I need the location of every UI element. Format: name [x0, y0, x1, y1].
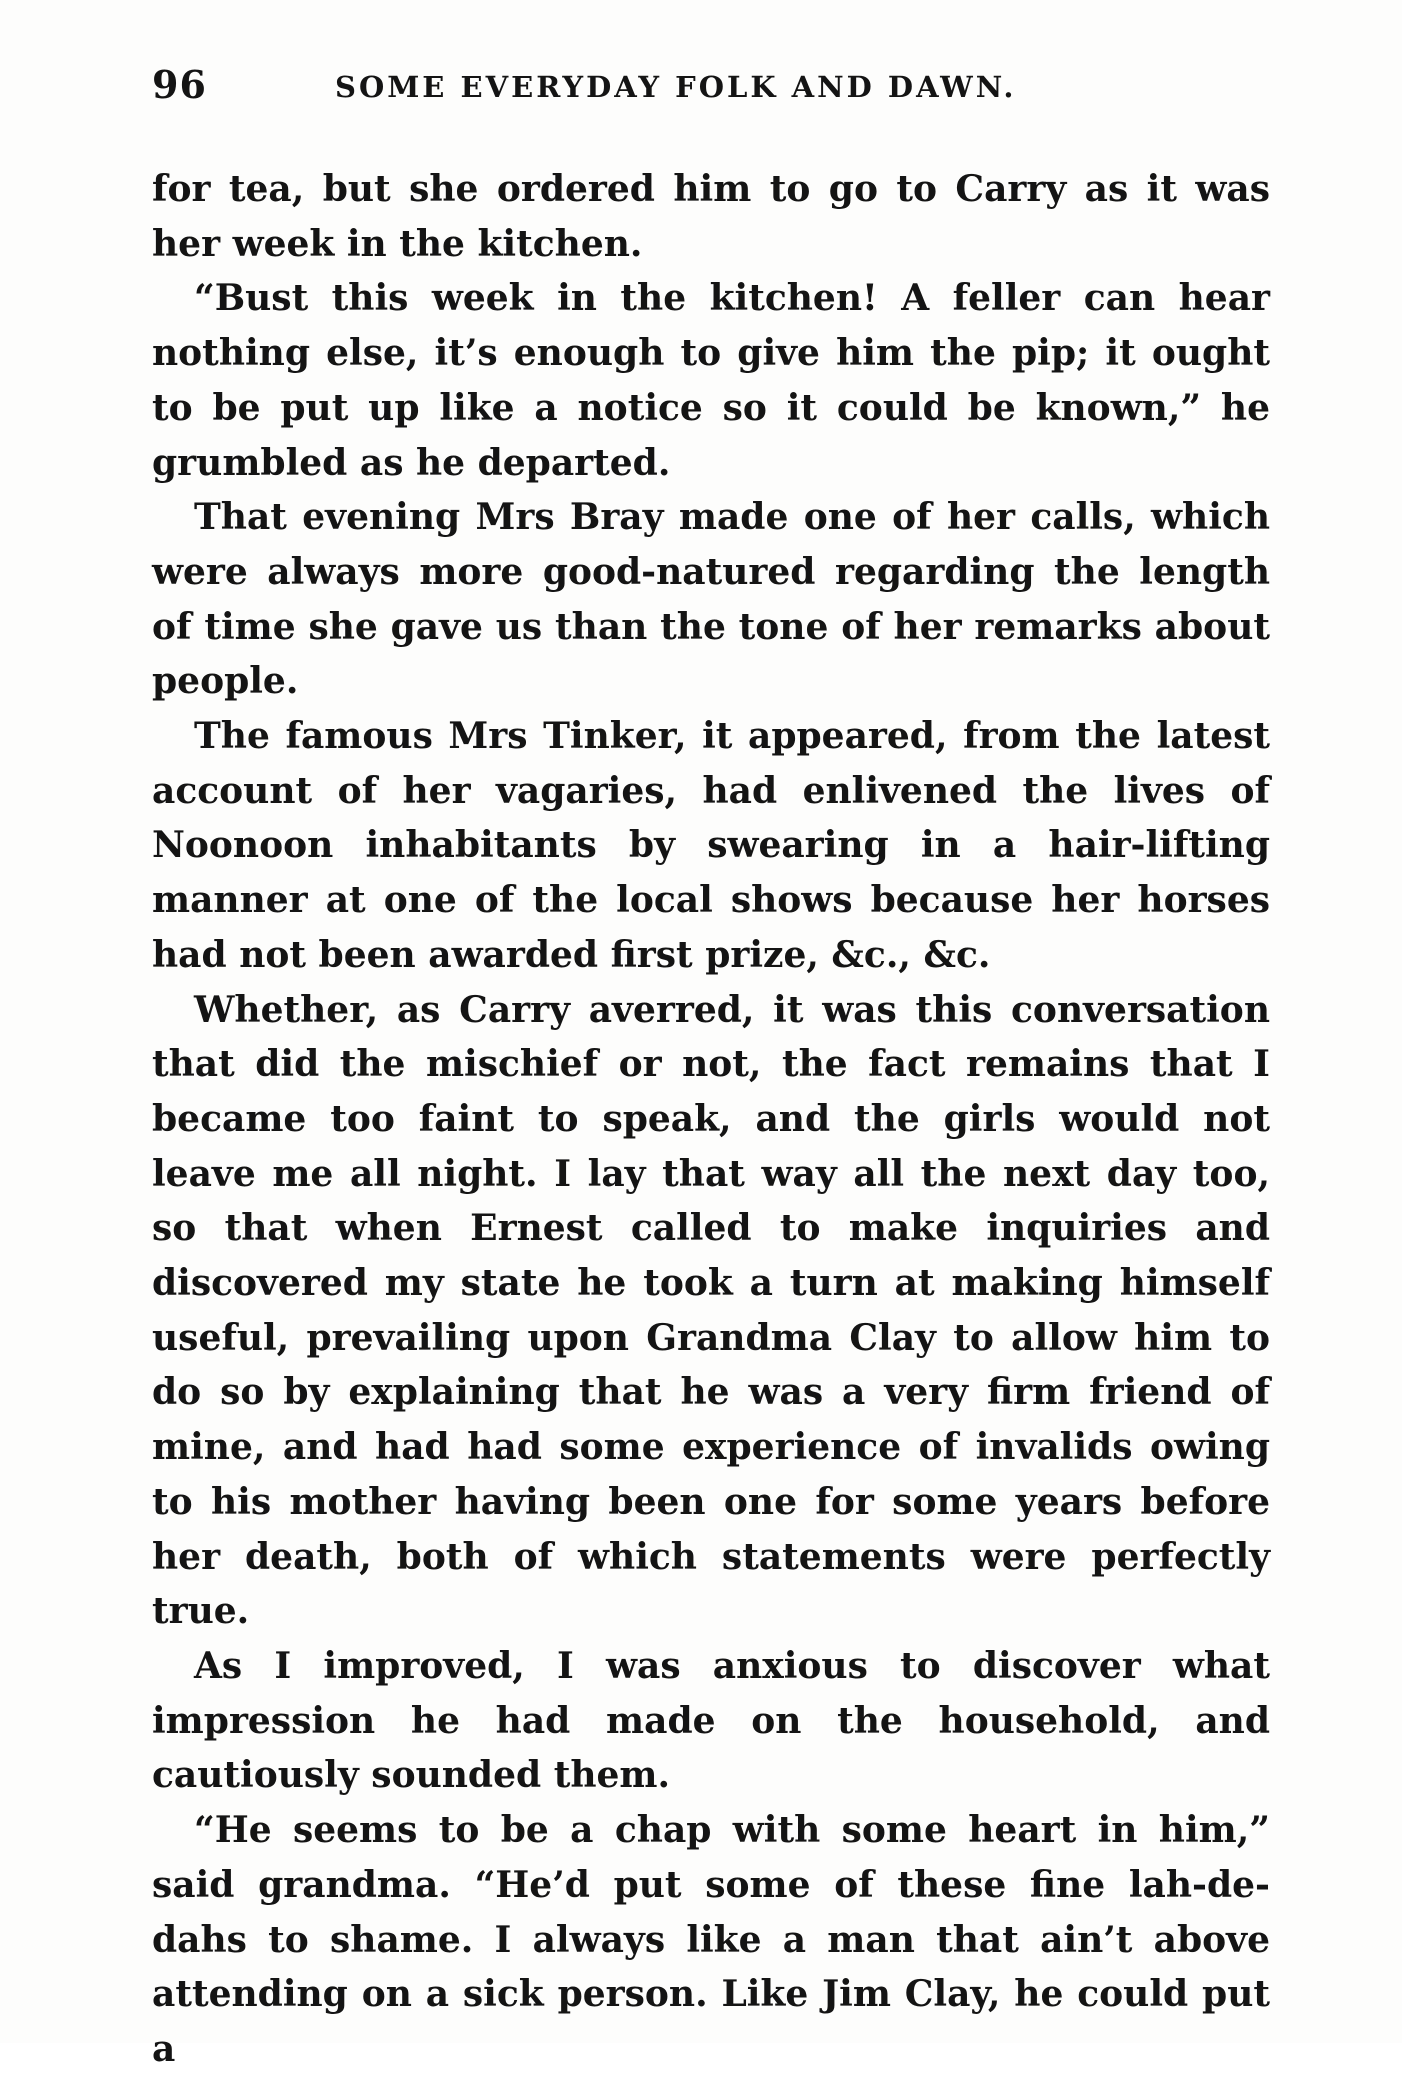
paragraph-bust-week: “Bust this week in the kitchen! A feller can hear nothing else, it’s enough to give him the pip; it ought to be put up like a notice so it could be known,” he grumbled as he departed.: [152, 277, 1270, 484]
paragraph-continuation: for tea, but she ordered him to go to Carry as it was her week in the kitchen.: [152, 168, 1270, 265]
page-number: 96: [152, 62, 207, 107]
paragraph-improved: As I improved, I was anxious to discover what impression he had made on the household, and cautiously sounded them.: [152, 1644, 1270, 1797]
body-text: [152, 162, 1270, 2077]
paragraph-ernest-visit: Whether, as Carry averred, it was this conversation that did the mischief or not, the fact remains that I became too faint to speak, and the girls would not leave me all night. I lay that way all the next day too, so that when Ernest called to make inquiries and discovered my state he took a turn at making himself useful, prevailing upon Grandma Clay to allow him to do so by explaining that he was a very firm friend of mine, and had had some experience of invalids owing to his mother having been one for some years before her death, both of which statements were perfectly true.: [152, 988, 1270, 1633]
paragraph-mrs-bray: That evening Mrs Bray made one of her calls, which were always more good-natured regarding the length of time she gave us than the tone of her remarks about people.: [152, 496, 1270, 703]
paragraph-mrs-tinker: The famous Mrs Tinker, it appeared, from the latest account of her vagaries, had enlivened the lives of Noonoon inhabitants by swearing in a hair-lifting manner at one of the local shows because her horses had not been awarded first prize, &c., &c.: [152, 715, 1270, 976]
paragraph-grandma-quote: “He seems to be a chap with some heart in him,” said grandma. “He’d put some of these fine lah-de-dahs to shame. I always like a man that ain’t above attending on a sick person. Like Jim Clay, he could put a: [152, 1809, 1270, 2070]
page-header: [152, 62, 1270, 112]
running-title: SOME EVERYDAY FOLK AND DAWN.: [335, 70, 1017, 104]
